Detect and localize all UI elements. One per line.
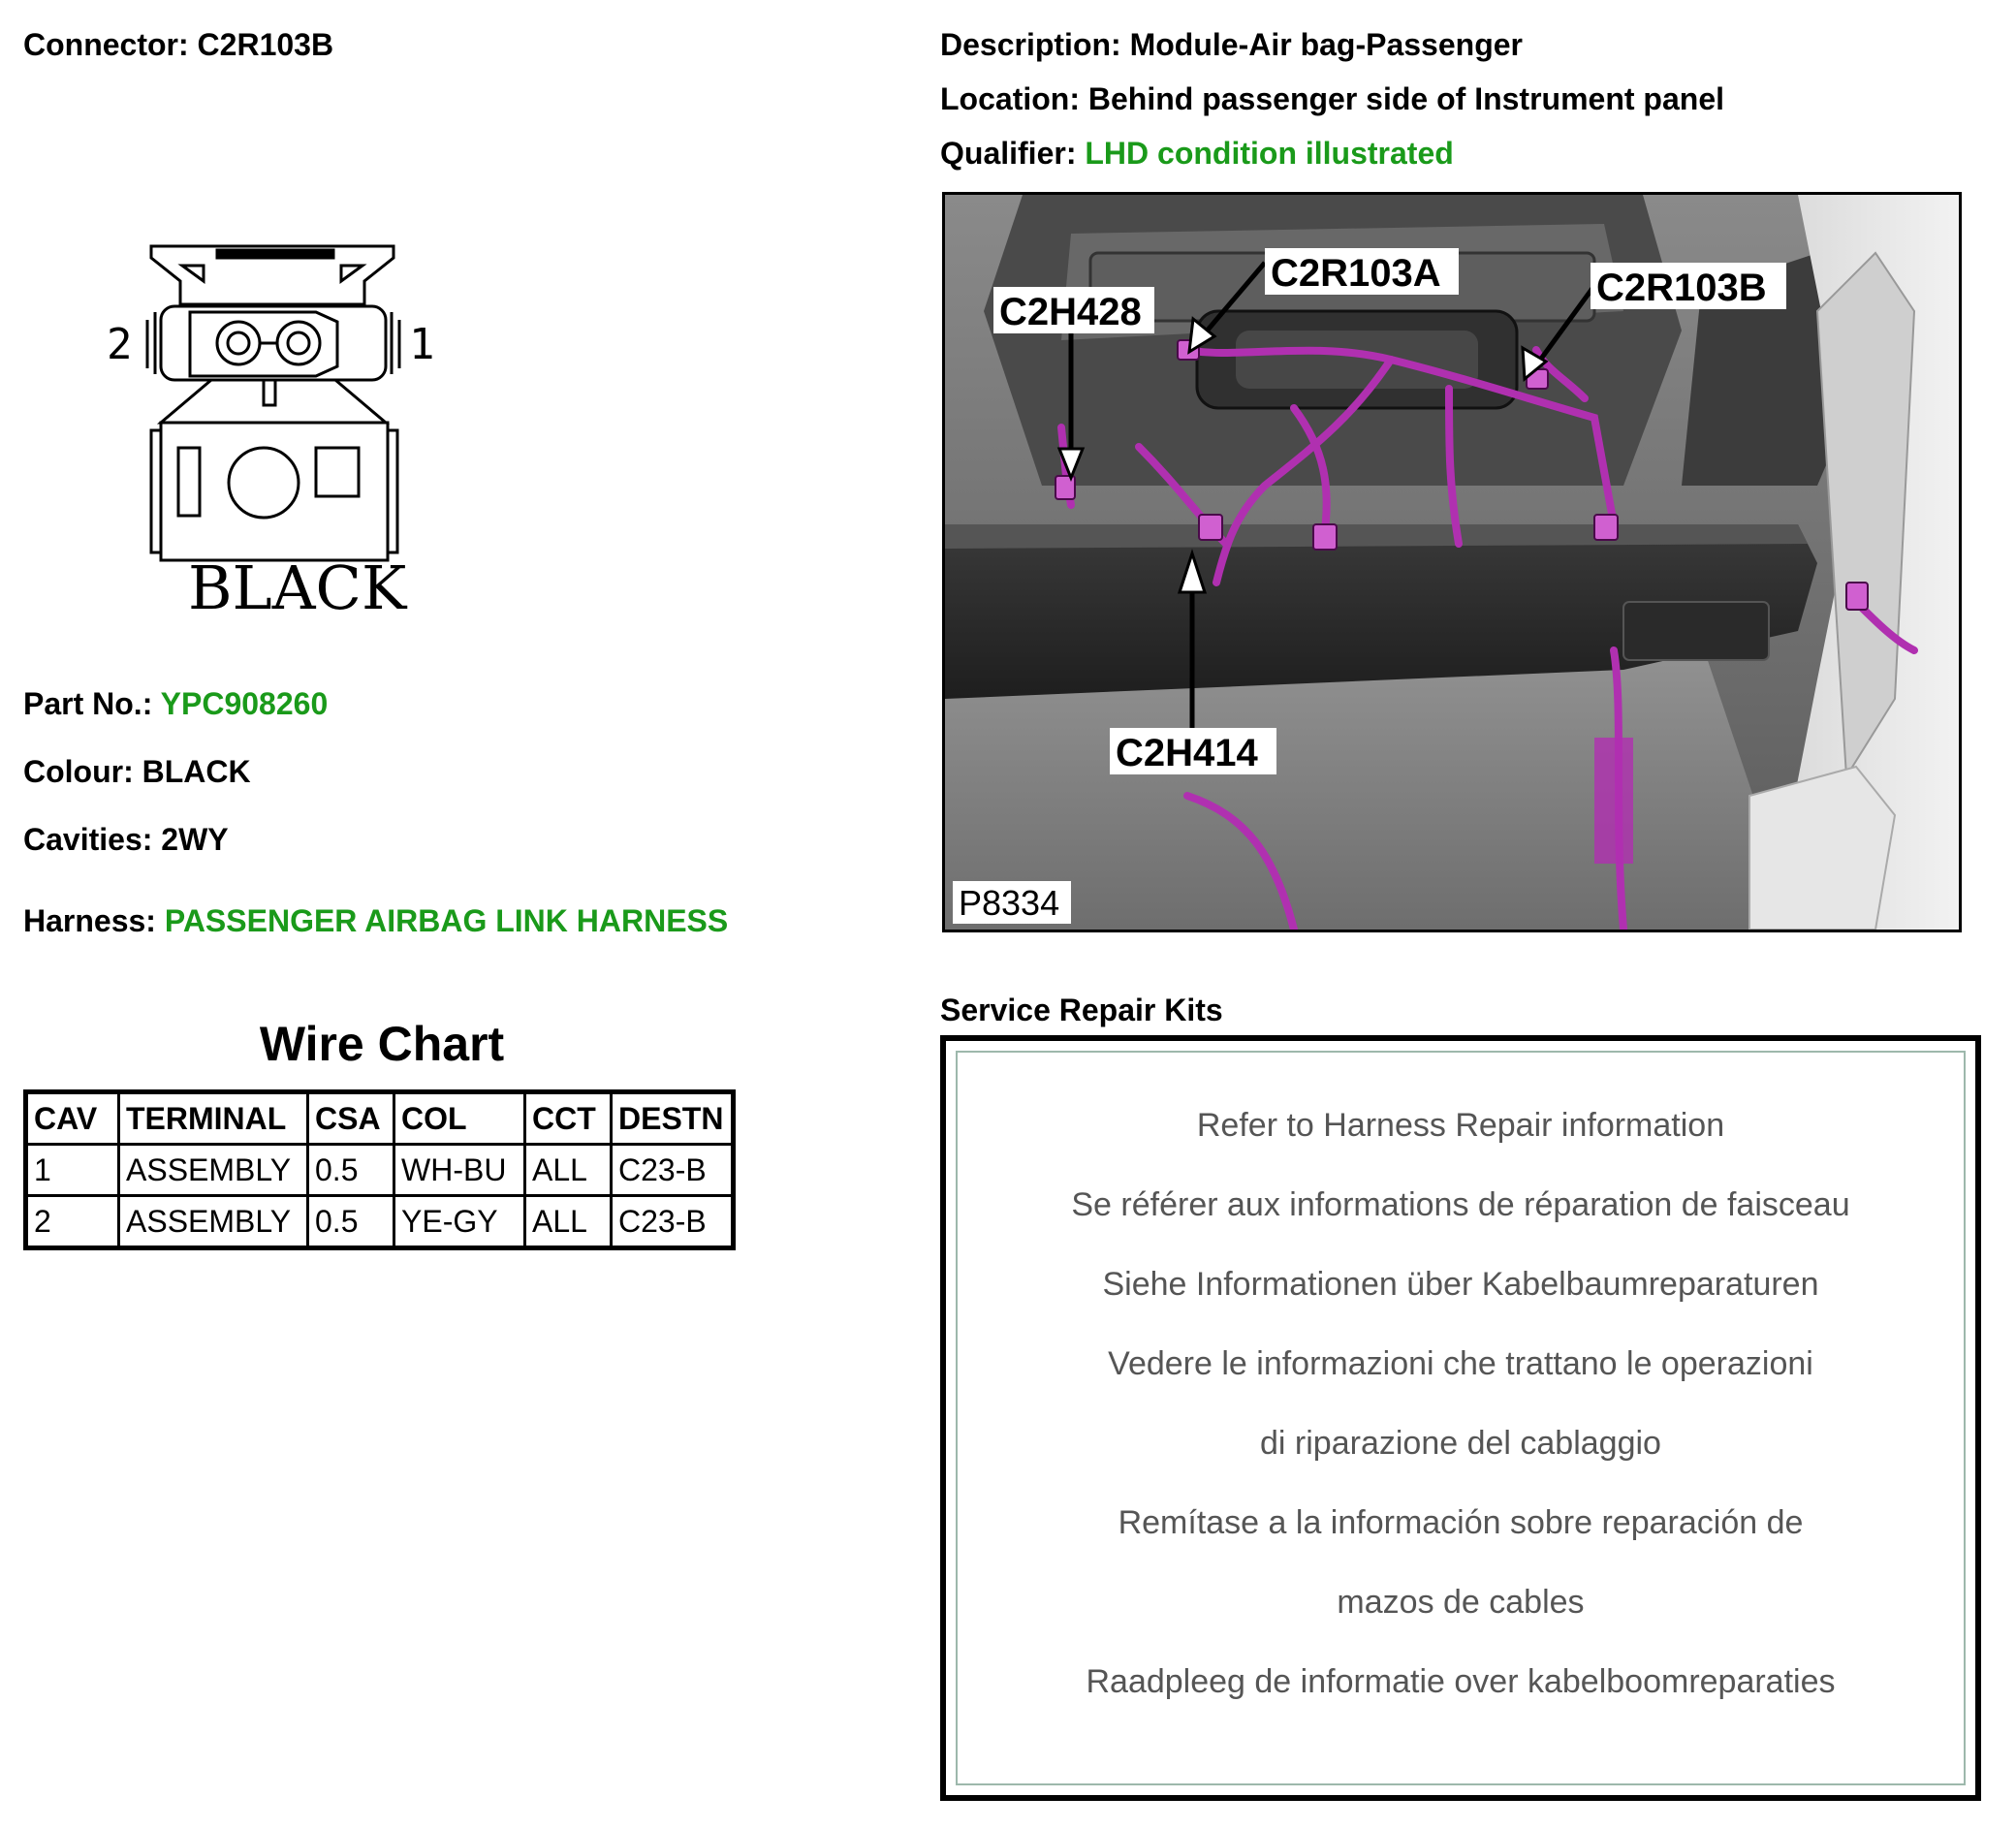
cell-col: WH-BU [394,1145,525,1196]
harness-label: Harness: [23,903,156,938]
connector-value: C2R103B [197,27,334,62]
wire-chart-title: Wire Chart [259,1017,505,1071]
callout-c2r103b: C2R103B [1596,267,1767,309]
srk-line-en: Refer to Harness Repair information [1196,1107,1725,1144]
header-cct: CCT [525,1092,612,1145]
connector-label: Connector: [23,27,189,62]
callout-c2h414: C2H414 [1116,732,1258,774]
cell-destn: C23-B [612,1145,734,1196]
harness-link[interactable]: PASSENGER AIRBAG LINK HARNESS [164,903,729,938]
service-repair-kits-inner [956,1051,1966,1785]
service-repair-kits-box [940,1035,1981,1801]
cell-destn: C23-B [612,1196,734,1248]
header-destn: DESTN [612,1092,734,1145]
cavities-value: 2WY [161,822,229,857]
qualifier-value: LHD condition illustrated [1085,136,1454,171]
description-label: Description: [940,27,1121,62]
description-line [940,27,1523,63]
part-number-line [23,686,328,722]
srk-line-nl: Raadpleeg de informatie over kabelboomreparaties [1086,1663,1836,1700]
srk-line-es-2: mazos de cables [1337,1584,1585,1621]
part-label: Part No.: [23,686,153,721]
photo-reference: P8334 [959,883,1060,923]
srk-line-es-1: Remítase a la información sobre reparación de [1118,1504,1804,1541]
srk-line-it-2: di riparazione del cablaggio [1260,1425,1661,1462]
location-illustration [942,192,1962,932]
table-row [26,1196,734,1248]
cell-terminal: ASSEMBLY [119,1145,308,1196]
pin-label-1: 1 [409,320,435,369]
cell-csa: 0.5 [308,1145,394,1196]
qualifier-line [940,136,1454,172]
srk-line-it-1: Vedere le informazioni che trattano le operazioni [1108,1345,1813,1382]
header-col: COL [394,1092,525,1145]
location-value: Behind passenger side of Instrument panel [1087,81,1724,116]
location-line [940,81,1724,117]
pinout-colour-text: BLACK [188,552,407,620]
cell-cav: 2 [26,1196,119,1248]
colour-line [23,754,251,790]
cell-terminal: ASSEMBLY [119,1196,308,1248]
connector-pinout-diagram [107,233,436,620]
cell-cct: ALL [525,1196,612,1248]
cell-csa: 0.5 [308,1196,394,1248]
cavities-line [23,822,229,858]
qualifier-label: Qualifier: [940,136,1077,171]
connector-title [23,27,333,63]
table-header-row [26,1092,734,1145]
service-repair-kits-title: Service Repair Kits [940,993,1223,1027]
callout-c2r103a: C2R103A [1271,252,1441,295]
srk-line-fr: Se référer aux informations de réparation de faisceau [1071,1186,1850,1223]
harness-line [23,903,728,939]
location-illustration-graphic [945,195,1959,930]
location-label: Location: [940,81,1080,116]
colour-label: Colour: [23,754,134,789]
table-row [26,1145,734,1196]
header-cav: CAV [26,1092,119,1145]
cell-cav: 1 [26,1145,119,1196]
description-value: Module-Air bag-Passenger [1129,27,1523,62]
header-csa: CSA [308,1092,394,1145]
part-number-link[interactable]: YPC908260 [160,686,329,721]
pin-label-2: 2 [107,320,133,369]
colour-value: BLACK [142,754,251,789]
wire-chart-table [23,1089,736,1250]
srk-line-de: Siehe Informationen über Kabelbaumreparaturen [1102,1266,1819,1303]
cavities-label: Cavities: [23,822,153,857]
callout-c2h428: C2H428 [999,291,1142,333]
cell-col: YE-GY [394,1196,525,1248]
cell-cct: ALL [525,1145,612,1196]
header-terminal: TERMINAL [119,1092,308,1145]
